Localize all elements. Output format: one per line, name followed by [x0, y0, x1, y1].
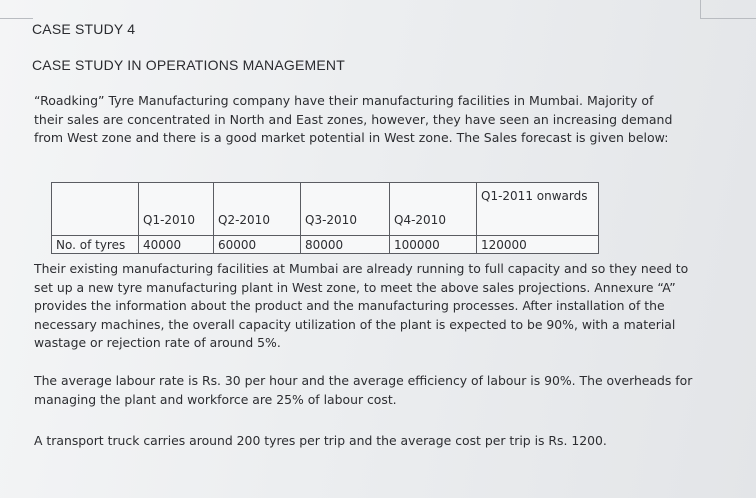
- intro-line-3: from West zone and there is a good market potential in West zone. The Sales forecast is given below:: [34, 130, 669, 145]
- page-corner-mark: [0, 0, 33, 19]
- table-header-cell: Q1-2010: [139, 183, 214, 236]
- labour-line-1: The average labour rate is Rs. 30 per hour and the average efficiency of labour is 90%. The overheads for: [34, 373, 693, 388]
- capacity-line-2: set up a new tyre manufacturing plant in West zone, to meet the above sales projections. Annexure “A”: [34, 279, 676, 295]
- table-row-label: No. of tyres: [52, 236, 139, 254]
- case-title: CASE STUDY 4: [32, 21, 136, 37]
- table-row: [52, 236, 599, 254]
- table-header-cell: Q4-2010: [390, 183, 477, 236]
- table-cell: 40000: [139, 236, 214, 254]
- table-header-cell: Q3-2010: [301, 183, 390, 236]
- table-header-row: [52, 183, 599, 236]
- table-cell: 100000: [390, 236, 477, 254]
- labour-line-2: managing the plant and workforce are 25% of labour cost.: [34, 391, 397, 407]
- table-header-cell: [52, 183, 139, 236]
- capacity-paragraph: [34, 260, 688, 353]
- table-header-cell: Q1-2011 onwards: [477, 183, 599, 236]
- table-cell: 60000: [214, 236, 301, 254]
- transport-line-1: A transport truck carries around 200 tyres per trip and the average cost per trip is Rs. 1200.: [34, 433, 607, 448]
- capacity-line-3: provides the information about the product and the manufacturing processes. After installation of the: [34, 298, 665, 313]
- intro-line-2: their sales are concentrated in North and East zones, however, they have seen an increasing demand: [34, 111, 673, 127]
- intro-paragraph: [34, 92, 672, 148]
- case-subject-heading: CASE STUDY IN OPERATIONS MANAGEMENT: [32, 57, 345, 73]
- table-cell: 120000: [477, 236, 599, 254]
- sales-forecast-table: [51, 182, 599, 254]
- capacity-line-5: wastage or rejection rate of around 5%.: [34, 335, 281, 350]
- page-corner-mark: [700, 0, 756, 19]
- table-header-cell: Q2-2010: [214, 183, 301, 236]
- capacity-line-1: Their existing manufacturing facilities at Mumbai are already running to full capacity and so they need to: [34, 261, 689, 276]
- transport-paragraph: [34, 432, 607, 451]
- labour-paragraph: [34, 372, 692, 409]
- intro-line-1: “Roadking” Tyre Manufacturing company have their manufacturing facilities in Mumbai. Majority of: [34, 93, 654, 108]
- table-cell: 80000: [301, 236, 390, 254]
- capacity-line-4: necessary machines, the overall capacity utilization of the plant is expected to be 90%, with a material: [34, 316, 676, 332]
